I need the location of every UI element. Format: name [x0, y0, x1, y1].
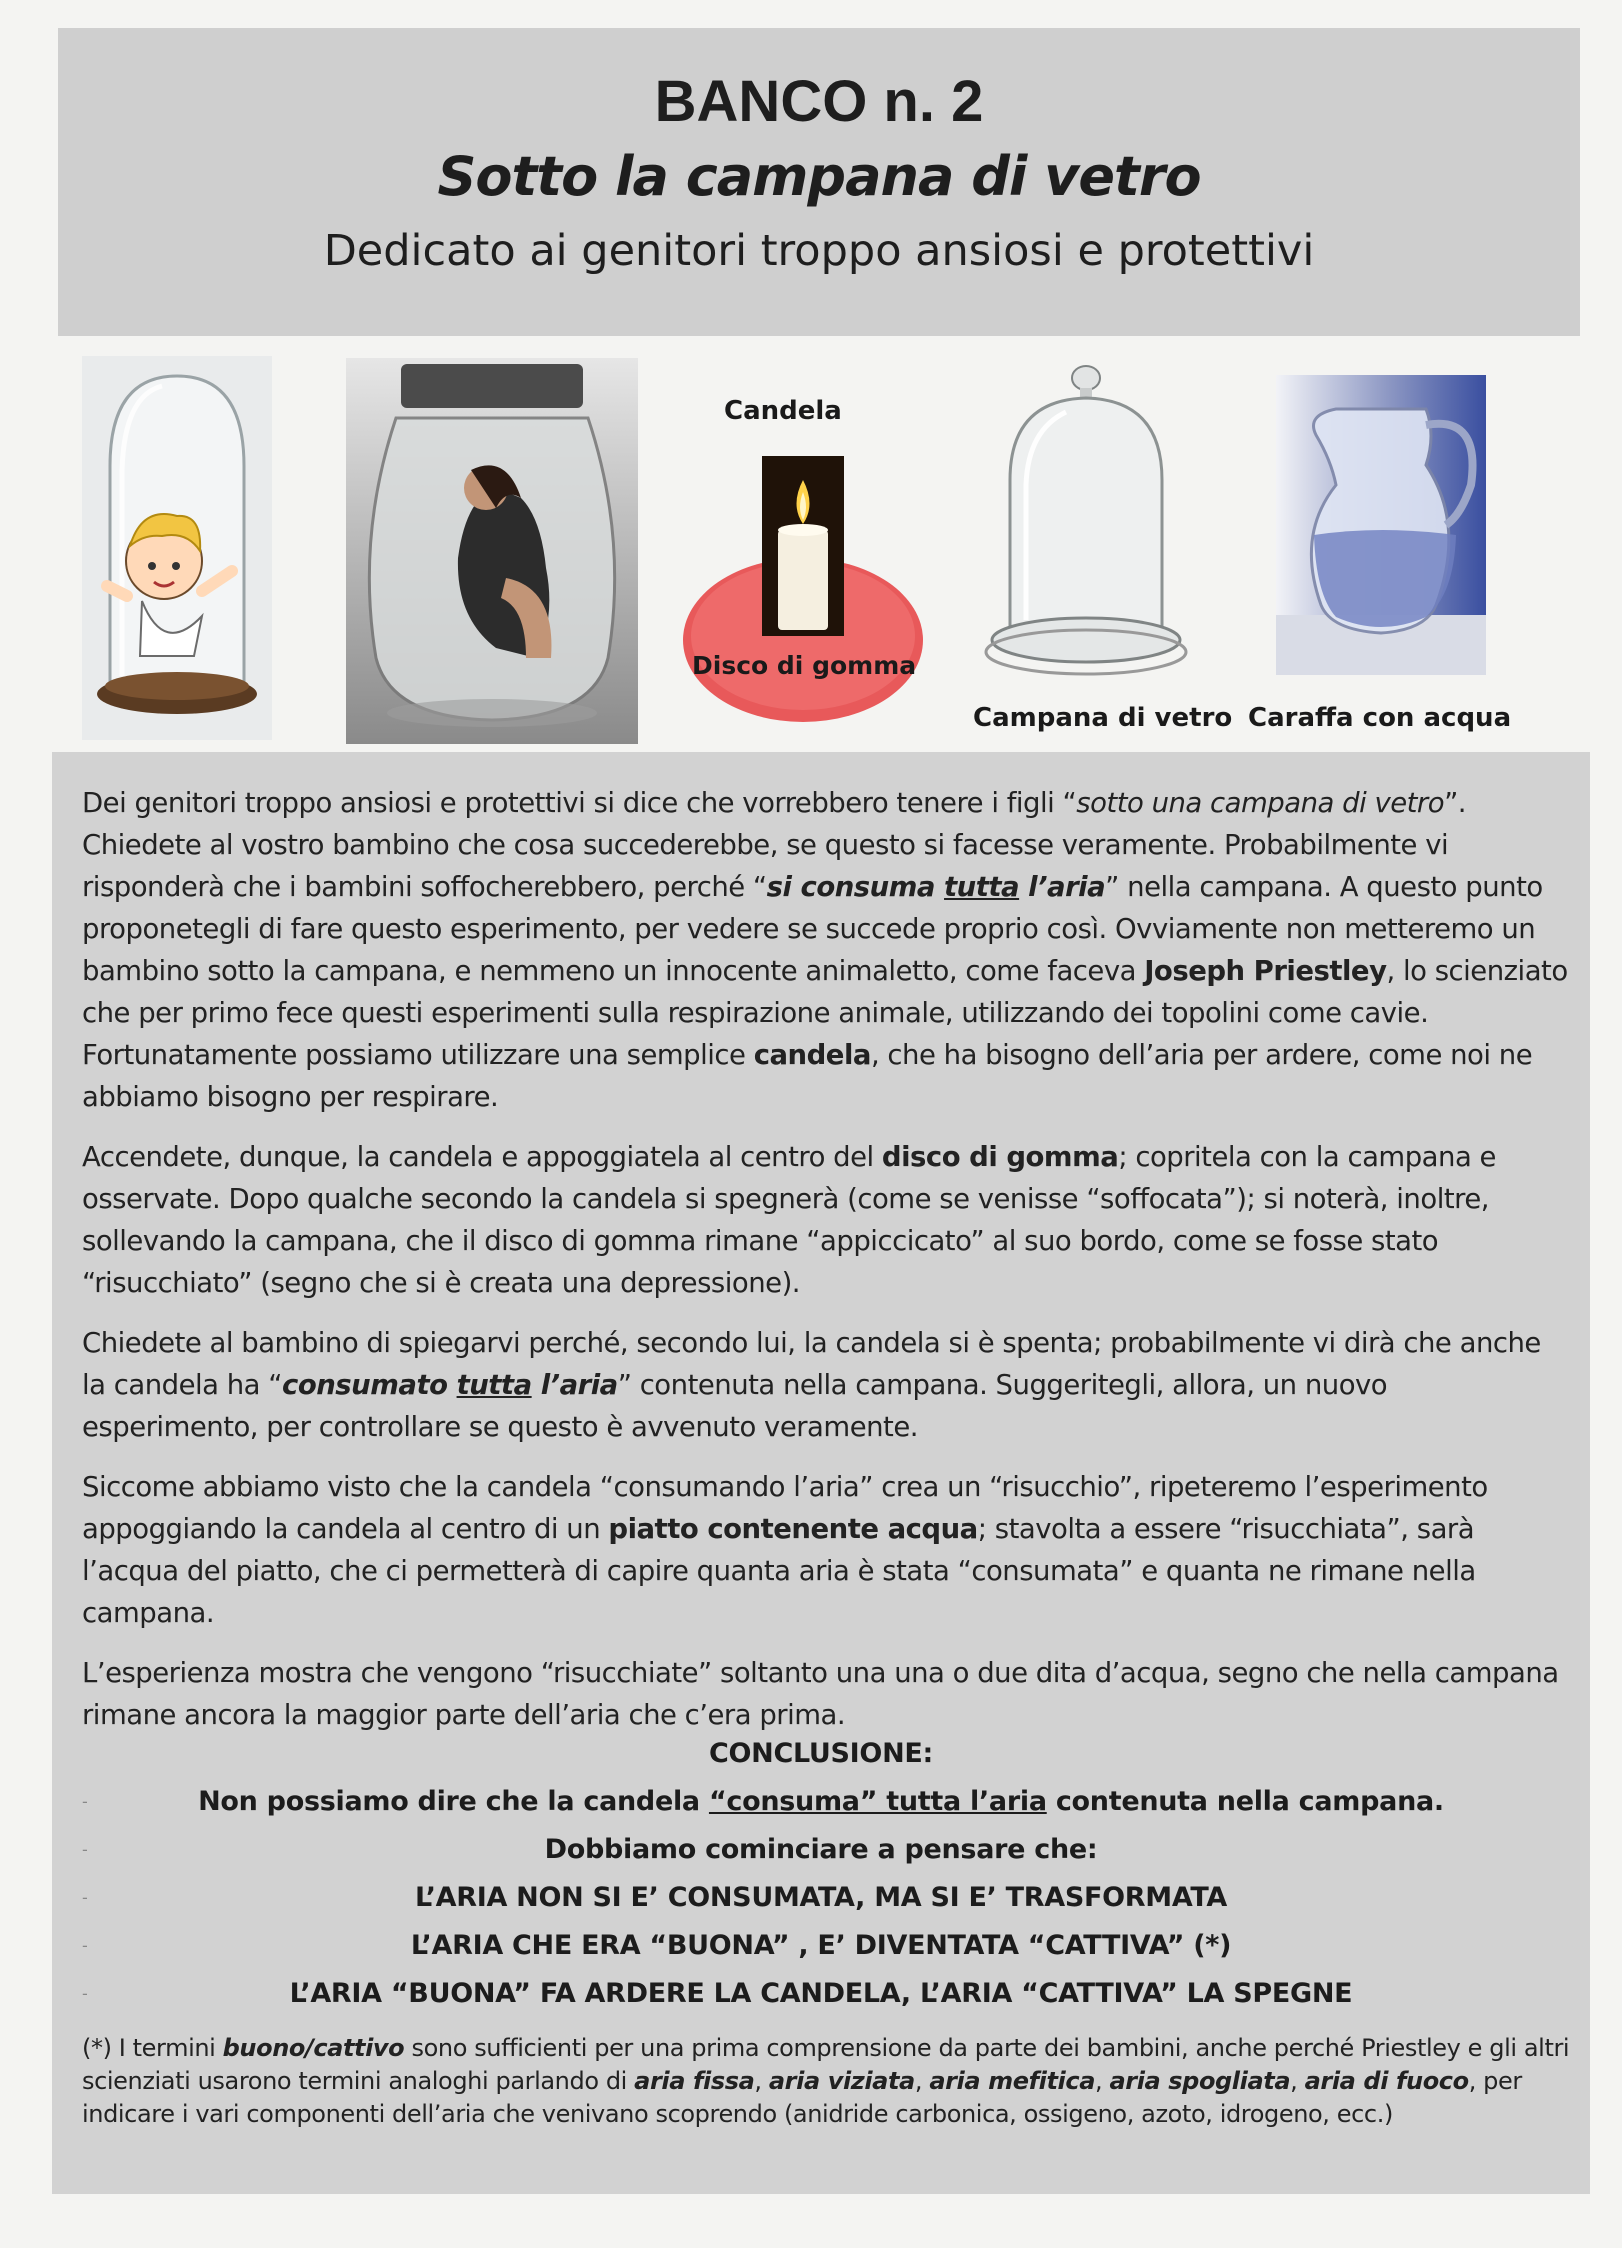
dedication-line: Dedicato ai genitori troppo ansiosi e protettivi [323, 226, 1315, 276]
fn-term-1: aria fissa [634, 2067, 755, 2095]
concl-l1-a: Non possiamo dire che la candela [198, 1786, 709, 1817]
bullet-dash: - [82, 1936, 88, 1955]
header-banner [58, 28, 1580, 336]
candle-on-disk-image [676, 450, 930, 728]
p1-text-c: ” nella campana. A questo punto proponetegli di fare questo esperimento, per vedere se succede proprio così. Ovviamente non metteremo un bambino sotto la campana, e nemmeno un innocente animaletto, come faceva [82, 871, 1543, 987]
p1-italic-a: sotto una campana di vetro [1076, 787, 1445, 819]
p4-bold-piatto: piatto contenente acqua [608, 1513, 978, 1545]
water-jug-image [1276, 375, 1486, 675]
fn-sep: , [1290, 2067, 1305, 2095]
p1-text-b: ”. Chiedete al vostro bambino che cosa succederebbe, se questo si facesse veramente. Probabilmente vi risponderà che i bambini soffocherebbero, perché “ [82, 787, 1467, 903]
fn-sep: , [754, 2067, 769, 2095]
instructions-text [82, 782, 1570, 1754]
bullet-dash: - [82, 1840, 88, 1859]
woman-in-jar-image [346, 358, 638, 744]
p1-bold-italic-underlined: tutta [944, 871, 1020, 903]
bullet-dash: - [82, 1888, 88, 1907]
fn-c: , per indicare i vari componenti dell’aria che venivano scoprendo (anidride carbonica, ossigeno, azoto, idrogeno, ecc.) [82, 2067, 1522, 2128]
fn-term-5: aria di fuoco [1304, 2067, 1469, 2095]
fn-sep: , [914, 2067, 930, 2095]
p1-text-a: Dei genitori troppo ansiosi e protettivi si dice che vorrebbero tenere i figli “ [82, 787, 1077, 819]
conclusion-line-2: Dobbiamo cominciare a pensare che: [544, 1834, 1098, 1865]
concl-l1-b: contenuta nella campana. [1046, 1786, 1444, 1817]
fn-term-2: aria viziata [768, 2067, 915, 2095]
footnote [82, 2032, 1570, 2131]
fn-b: sono sufficienti per una prima comprensione da parte dei bambini, anche perché Priestley e gli altri scienziati usarono termini analoghi parlando di [82, 2034, 1570, 2095]
p4-text-b: ; stavolta a essere “risucchiata”, sarà l’acqua del piatto, che ci permetterà di capire quanta aria è stata “consumata” e quanta ne rimane nella campana. [82, 1513, 1476, 1629]
p1-bold-candela: candela [753, 1039, 871, 1071]
water-jug-label: Caraffa con acqua [1248, 703, 1512, 733]
baby-under-dome-image [82, 356, 272, 740]
page-title: BANCO n. 2 [654, 69, 984, 134]
candle-label: Candela [724, 396, 842, 426]
p4-text-a: Siccome abbiamo visto che la candela “consumando l’aria” crea un “risucchio”, ripeteremo l’esperimento appoggiando la candela al centro di un [82, 1471, 1488, 1545]
glass-bell-image [980, 360, 1192, 686]
p3-bold-italic-underlined: tutta [456, 1369, 532, 1401]
conclusion-line-5: L’ARIA “BUONA” FA ARDERE LA CANDELA, L’ARIA “CATTIVA” LA SPEGNE [289, 1978, 1353, 2009]
glass-bell-label: Campana di vetro [973, 703, 1233, 733]
conclusion-line-1 [52, 1778, 1590, 1826]
p3-bold-italic-2: l’aria [531, 1369, 618, 1401]
p3-text-a: Chiedete al bambino di spiegarvi perché, secondo lui, la candela si è spenta; probabilmente vi dirà che anche la candela ha “ [82, 1327, 1541, 1401]
concl-l1-underlined: “consuma” tutta l’aria [708, 1786, 1047, 1817]
p2-text-b: ; copritela con la campana e osservate. Dopo qualche secondo la candela si spegnerà (come se venisse “soffocata”); si noterà, inoltre, sollevando la campana, che il disco di gomma rimane “appiccicato” al suo bordo, come se fosse stato “risucchiato” (segno che si è creata una depressione). [82, 1141, 1496, 1299]
paragraph-2 [82, 1136, 1570, 1304]
conclusion-line-4: L’ARIA CHE ERA “BUONA” , E’ DIVENTATA “CATTIVA” (*) [410, 1930, 1232, 1961]
page-subtitle: Sotto la campana di vetro [437, 145, 1201, 208]
p1-bold-italic-1: si consuma [766, 871, 945, 903]
conclusion-heading: CONCLUSIONE: [708, 1738, 934, 1769]
fn-term-3: aria mefitica [929, 2067, 1095, 2095]
conclusion-block [52, 1730, 1590, 2018]
p2-bold-disco: disco di gomma [881, 1141, 1119, 1173]
fn-a: (*) I termini [82, 2034, 223, 2062]
p3-text-b: ” contenuta nella campana. Suggeritegli, allora, un nuovo esperimento, per controllare se questo è avvenuto veramente. [82, 1369, 1388, 1443]
fn-sep: , [1095, 2067, 1110, 2095]
p1-bold-italic-2: l’aria [1019, 871, 1106, 903]
rubber-disk-label: Disco di gomma [692, 651, 917, 680]
instructions-box [52, 752, 1590, 2194]
p3-bold-italic-1: consumato [282, 1369, 457, 1401]
fn-term-4: aria spogliata [1109, 2067, 1291, 2095]
p1-text-d: , lo scienziato che per primo fece questi esperimenti sulla respirazione animale, utilizzando dei topolini come cavie. Fortunatamente possiamo utilizzare una semplice [82, 955, 1568, 1071]
paragraph-4 [82, 1466, 1570, 1634]
paragraph-3 [82, 1322, 1570, 1448]
paragraph-5: L’esperienza mostra che vengono “risucchiate” soltanto una una o due dita d’acqua, segno che nella campana rimane ancora la maggior parte dell’aria che c’era prima. [82, 1657, 1559, 1731]
bullet-dash: - [82, 1984, 88, 2003]
conclusion-line-3: L’ARIA NON SI E’ CONSUMATA, MA SI E’ TRASFORMATA [415, 1882, 1227, 1913]
bullet-dash: - [82, 1792, 88, 1811]
p2-text-a: Accendete, dunque, la candela e appoggiatela al centro del [82, 1141, 882, 1173]
paragraph-1 [82, 782, 1570, 1118]
p1-bold-priestley: Joseph Priestley [1144, 955, 1387, 987]
fn-buono-cattivo: buono/cattivo [222, 2034, 405, 2062]
p1-text-e: , che ha bisogno dell’aria per ardere, come noi ne abbiamo bisogno per respirare. [82, 1039, 1533, 1113]
